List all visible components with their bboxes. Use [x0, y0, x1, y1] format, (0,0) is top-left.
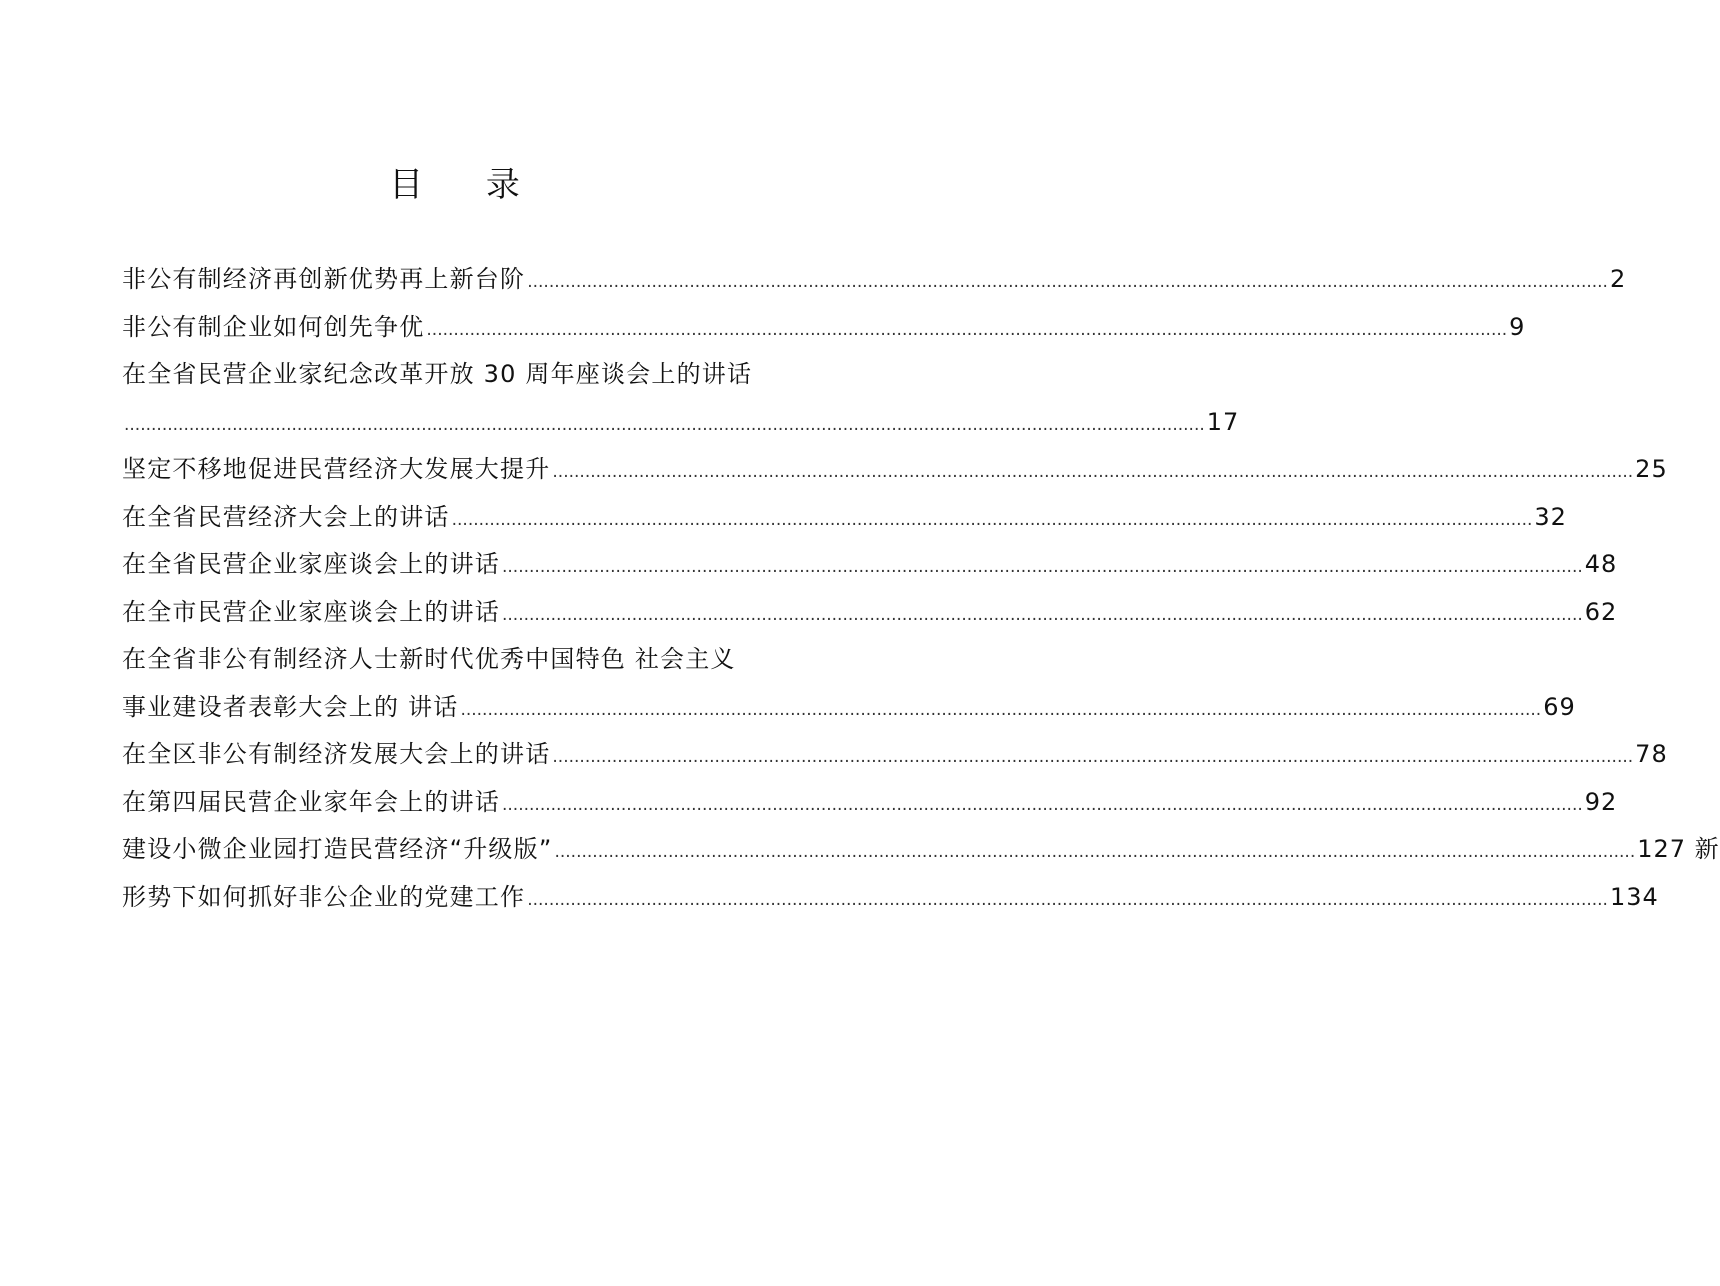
toc-entry-page: 32: [1534, 502, 1567, 531]
toc-entry-title: 形势下如何抓好非公企业的党建工作: [122, 882, 526, 911]
toc-entry-page: 25: [1635, 455, 1668, 483]
toc-entry-title: 非公有制经济再创新优势再上新台阶: [122, 265, 526, 293]
dot-leader: ........................................................................................................................................................................................................: [502, 604, 1583, 625]
toc-entry-page: 2: [1609, 265, 1627, 293]
dot-leader: ........................................................................................................................................................................................................: [451, 509, 1533, 530]
dot-leader: ........................................................................................................................................................................................................: [502, 557, 1583, 577]
toc-entry-title: 在全市民营企业家座谈会上的讲话: [122, 597, 500, 626]
toc-entry[interactable]: [122, 636, 812, 684]
toc-entry[interactable]: [122, 541, 1618, 589]
dot-leader: ........................................................................................................................................................................................................: [502, 794, 1583, 815]
toc-entry-title: 事业建设者表彰大会上的 讲话: [122, 692, 459, 721]
toc-entry-title: 在全省非公有制经济人士新时代优秀中国特色 社会主义: [122, 645, 736, 673]
toc-entry[interactable]: [122, 256, 1627, 304]
toc-entry-page: 92: [1584, 787, 1618, 816]
dot-leader: ........................................................................................................................................................................................................: [460, 699, 1542, 720]
toc-entry-continuation[interactable]: [122, 874, 1659, 922]
table-of-contents: [122, 256, 1720, 921]
toc-entry-page: 78: [1635, 740, 1668, 768]
dot-leader: ........................................................................................................................................................................................................: [552, 747, 1634, 767]
toc-entry-title: 在全区非公有制经济发展大会上的讲话: [122, 740, 551, 768]
toc-entry-page: 17: [1206, 407, 1240, 436]
page-title: 目 录: [389, 165, 546, 205]
dot-leader: ........................................................................................................................................................................................................: [527, 272, 1608, 292]
toc-entry-title: 建设小微企业园打造民营经济“升级版”: [122, 835, 553, 863]
toc-entry-title: 在全省民营经济大会上的讲话: [122, 502, 450, 531]
toc-entry-page: 134: [1609, 882, 1659, 911]
toc-entry-title: 非公有制企业如何创先争优: [122, 312, 425, 341]
toc-entry-page: 9: [1509, 312, 1526, 341]
toc-entry[interactable]: [122, 351, 812, 399]
toc-entry[interactable]: [122, 446, 1668, 494]
toc-entry[interactable]: [122, 779, 1618, 827]
toc-entry[interactable]: [122, 826, 1720, 874]
toc-entry-continuation[interactable]: [122, 684, 1576, 732]
toc-entry-title: 在第四届民营企业家年会上的讲话: [122, 787, 500, 816]
toc-entry[interactable]: [122, 731, 1668, 779]
toc-entry-title: 在全省民营企业家座谈会上的讲话: [122, 550, 500, 578]
toc-entry[interactable]: [122, 494, 1567, 542]
toc-entry-page: 127 新: [1637, 835, 1720, 863]
toc-entry-title: 坚定不移地促进民营经济大发展大提升: [122, 455, 551, 483]
toc-entry[interactable]: [122, 589, 1618, 637]
toc-entry-continuation[interactable]: [122, 399, 1240, 447]
dot-leader: ........................................................................................................................................................................................................: [124, 414, 1205, 435]
dot-leader: ........................................................................................................................................................................................................: [554, 842, 1636, 862]
toc-entry-page: 69: [1543, 692, 1576, 721]
toc-entry-page: 48: [1584, 550, 1618, 578]
toc-entry[interactable]: [122, 304, 1526, 352]
dot-leader: ........................................................................................................................................................................................................: [552, 462, 1634, 482]
toc-entry-page: 62: [1584, 597, 1618, 626]
dot-leader: ........................................................................................................................................................................................................: [426, 319, 1508, 340]
toc-entry-title: 在全省民营企业家纪念改革开放 30 周年座谈会上的讲话: [122, 360, 753, 388]
dot-leader: ........................................................................................................................................................................................................: [527, 889, 1608, 910]
